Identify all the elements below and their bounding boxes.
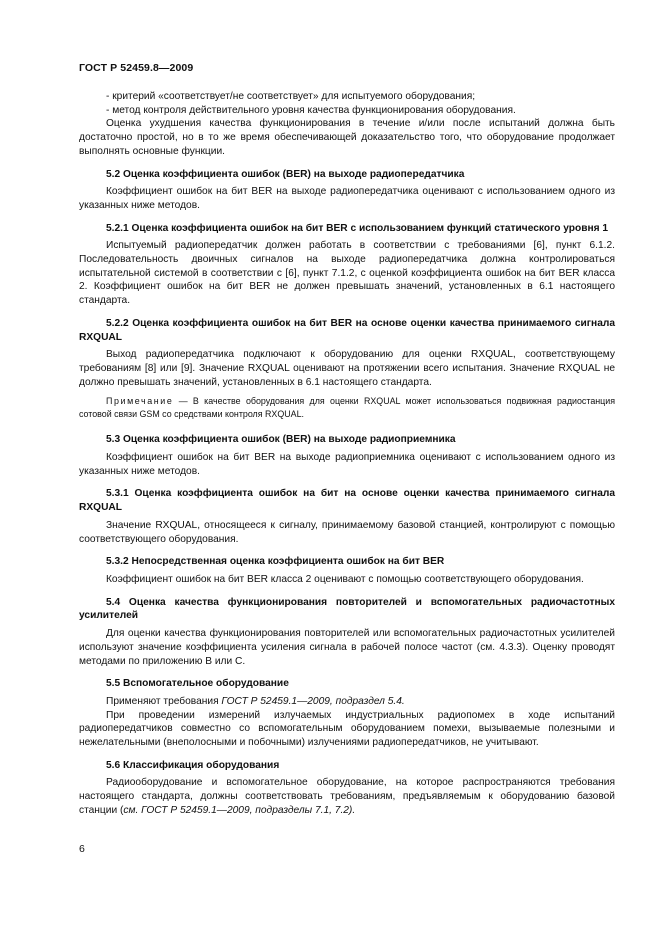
section-5-3-heading: 5.3 Оценка коэффициента ошибок (BER) на выходе радиоприемника — [106, 434, 456, 446]
section-5-3-1-paragraph: Значение RXQUAL, относящееся к сигналу, принимаемому базовой станцией, контролируют с помощью соответствующего оборудования. — [79, 519, 615, 545]
section-5-6-reference: см. ГОСТ Р 52459.1—2009, подразделы 7.1, 7.2). — [123, 804, 356, 816]
section-5-3-2-paragraph: Коэффициент ошибок на бит BER класса 2 оценивают с помощью соответствующего оборудования. — [106, 573, 584, 585]
document-header: ГОСТ Р 52459.8—2009 — [79, 62, 194, 74]
document-body — [79, 90, 615, 818]
section-5-2-paragraph: Коэффициент ошибок на бит BER на выходе радиопередатчика оценивают с использованием одного из указанных ниже методов. — [79, 186, 615, 211]
section-5-2-1-heading: 5.2.1 Оценка коэффициента ошибок на бит BER с использованием функций статического уровня 1 — [106, 222, 609, 234]
section-5-6-prefix: Радиооборудование и вспомогательное оборудование, на которое распространяются требования настоящего стандарта, должны соответствовать требованиям, предъявляемым к оборудованию базовой станции ( — [79, 777, 615, 816]
section-5-3-1-heading: 5.3.1 Оценка коэффициента ошибок на бит на основе оценки качества принимаемого сигнала RXQUAL — [79, 488, 615, 514]
section-5-2-2-paragraph: Выход радиопередатчика подключают к оборудованию для оценки RXQUAL, соответствующему требованиям [8] или [9]. Значение RXQUAL оценивают на протяжении всего испытания. Значение RXQUAL не должно превышать значений, установленных в 6.1 настоящего стандарта. — [79, 349, 615, 388]
note-text: — В качестве оборудования для оценки RXQUAL может использоваться подвижная радиостанция сотовой связи GSM со средствами контроля RXQUAL. — [79, 396, 615, 419]
section-5-2-1-paragraph: Испытуемый радиопередатчик должен работать в соответствии с требованиями [6], пункт 6.1.2. Последовательность двоичных сигналов на выходе радиопередатчика должна контролироваться испытательной системой в соответствии с [6], пункт 7.1.2, с оценкой коэффициента ошибок на бит BER класса 2. Коэффициент ошибок на бит BER не должен превышать значений, установленных в 6.1 настоящего стандарта. — [79, 240, 615, 307]
section-5-5-reference: ГОСТ Р 52459.1—2009, подраздел 5.4. — [221, 695, 405, 707]
section-5-5-paragraph-1 — [79, 695, 615, 709]
page-number: 6 — [79, 843, 85, 855]
section-5-3-2-heading: 5.3.2 Непосредственная оценка коэффициента ошибок на бит BER — [106, 556, 445, 568]
section-5-2-2-heading: 5.2.2 Оценка коэффициента ошибок на бит BER на основе оценки качества принимаемого сигнала RXQUAL — [79, 317, 615, 343]
section-5-6-paragraph — [79, 776, 615, 817]
intro-bullet-1: - критерий «соответствует/не соответствует» для испытуемого оборудования; — [106, 91, 476, 102]
section-5-2-heading: 5.2 Оценка коэффициента ошибок (BER) на выходе радиопередатчика — [106, 168, 465, 180]
section-5-3-paragraph: Коэффициент ошибок на бит BER на выходе радиоприемника оценивают с использованием одного из указанных ниже методов. — [79, 452, 615, 477]
section-5-6-heading: 5.6 Классификация оборудования — [106, 759, 280, 771]
section-5-5-heading: 5.5 Вспомогательное оборудование — [106, 678, 289, 690]
section-5-5-paragraph-2: При проведении измерений излучаемых индустриальных радиопомех в ходе испытаний радиопередатчиков совместно со вспомогательным оборудованием помехи, вызываемые полезными и нежелательными (внеполосными и побочными) излучениями радиопередатчиков, не учитывают. — [79, 709, 615, 749]
section-5-5-prefix: Применяют требования — [106, 695, 222, 707]
section-5-4-paragraph: Для оценки качества функционирования повторителей или вспомогательных радиочастотных усилителей используют значение коэффициента усиления сигнала в рабочей полосе частот (см. 4.3.3). Оценку проводят методами по приложению В или С. — [79, 628, 615, 667]
intro-bullet-2: - метод контроля действительного уровня качества функционирования оборудования. — [106, 104, 516, 116]
section-5-4-heading: 5.4 Оценка качества функционирования повторителей и вспомогательных радиочастотных усилителей — [79, 596, 615, 622]
note-label: Примечание — [106, 396, 174, 407]
intro-paragraph: Оценка ухудшения качества функционирования в течение и/или после испытаний должна быть достаточно простой, но в то же время обеспечивающей доказательство того, что оборудование продолжает выполнять основные функции. — [79, 118, 615, 157]
section-5-2-2-note — [79, 395, 615, 420]
